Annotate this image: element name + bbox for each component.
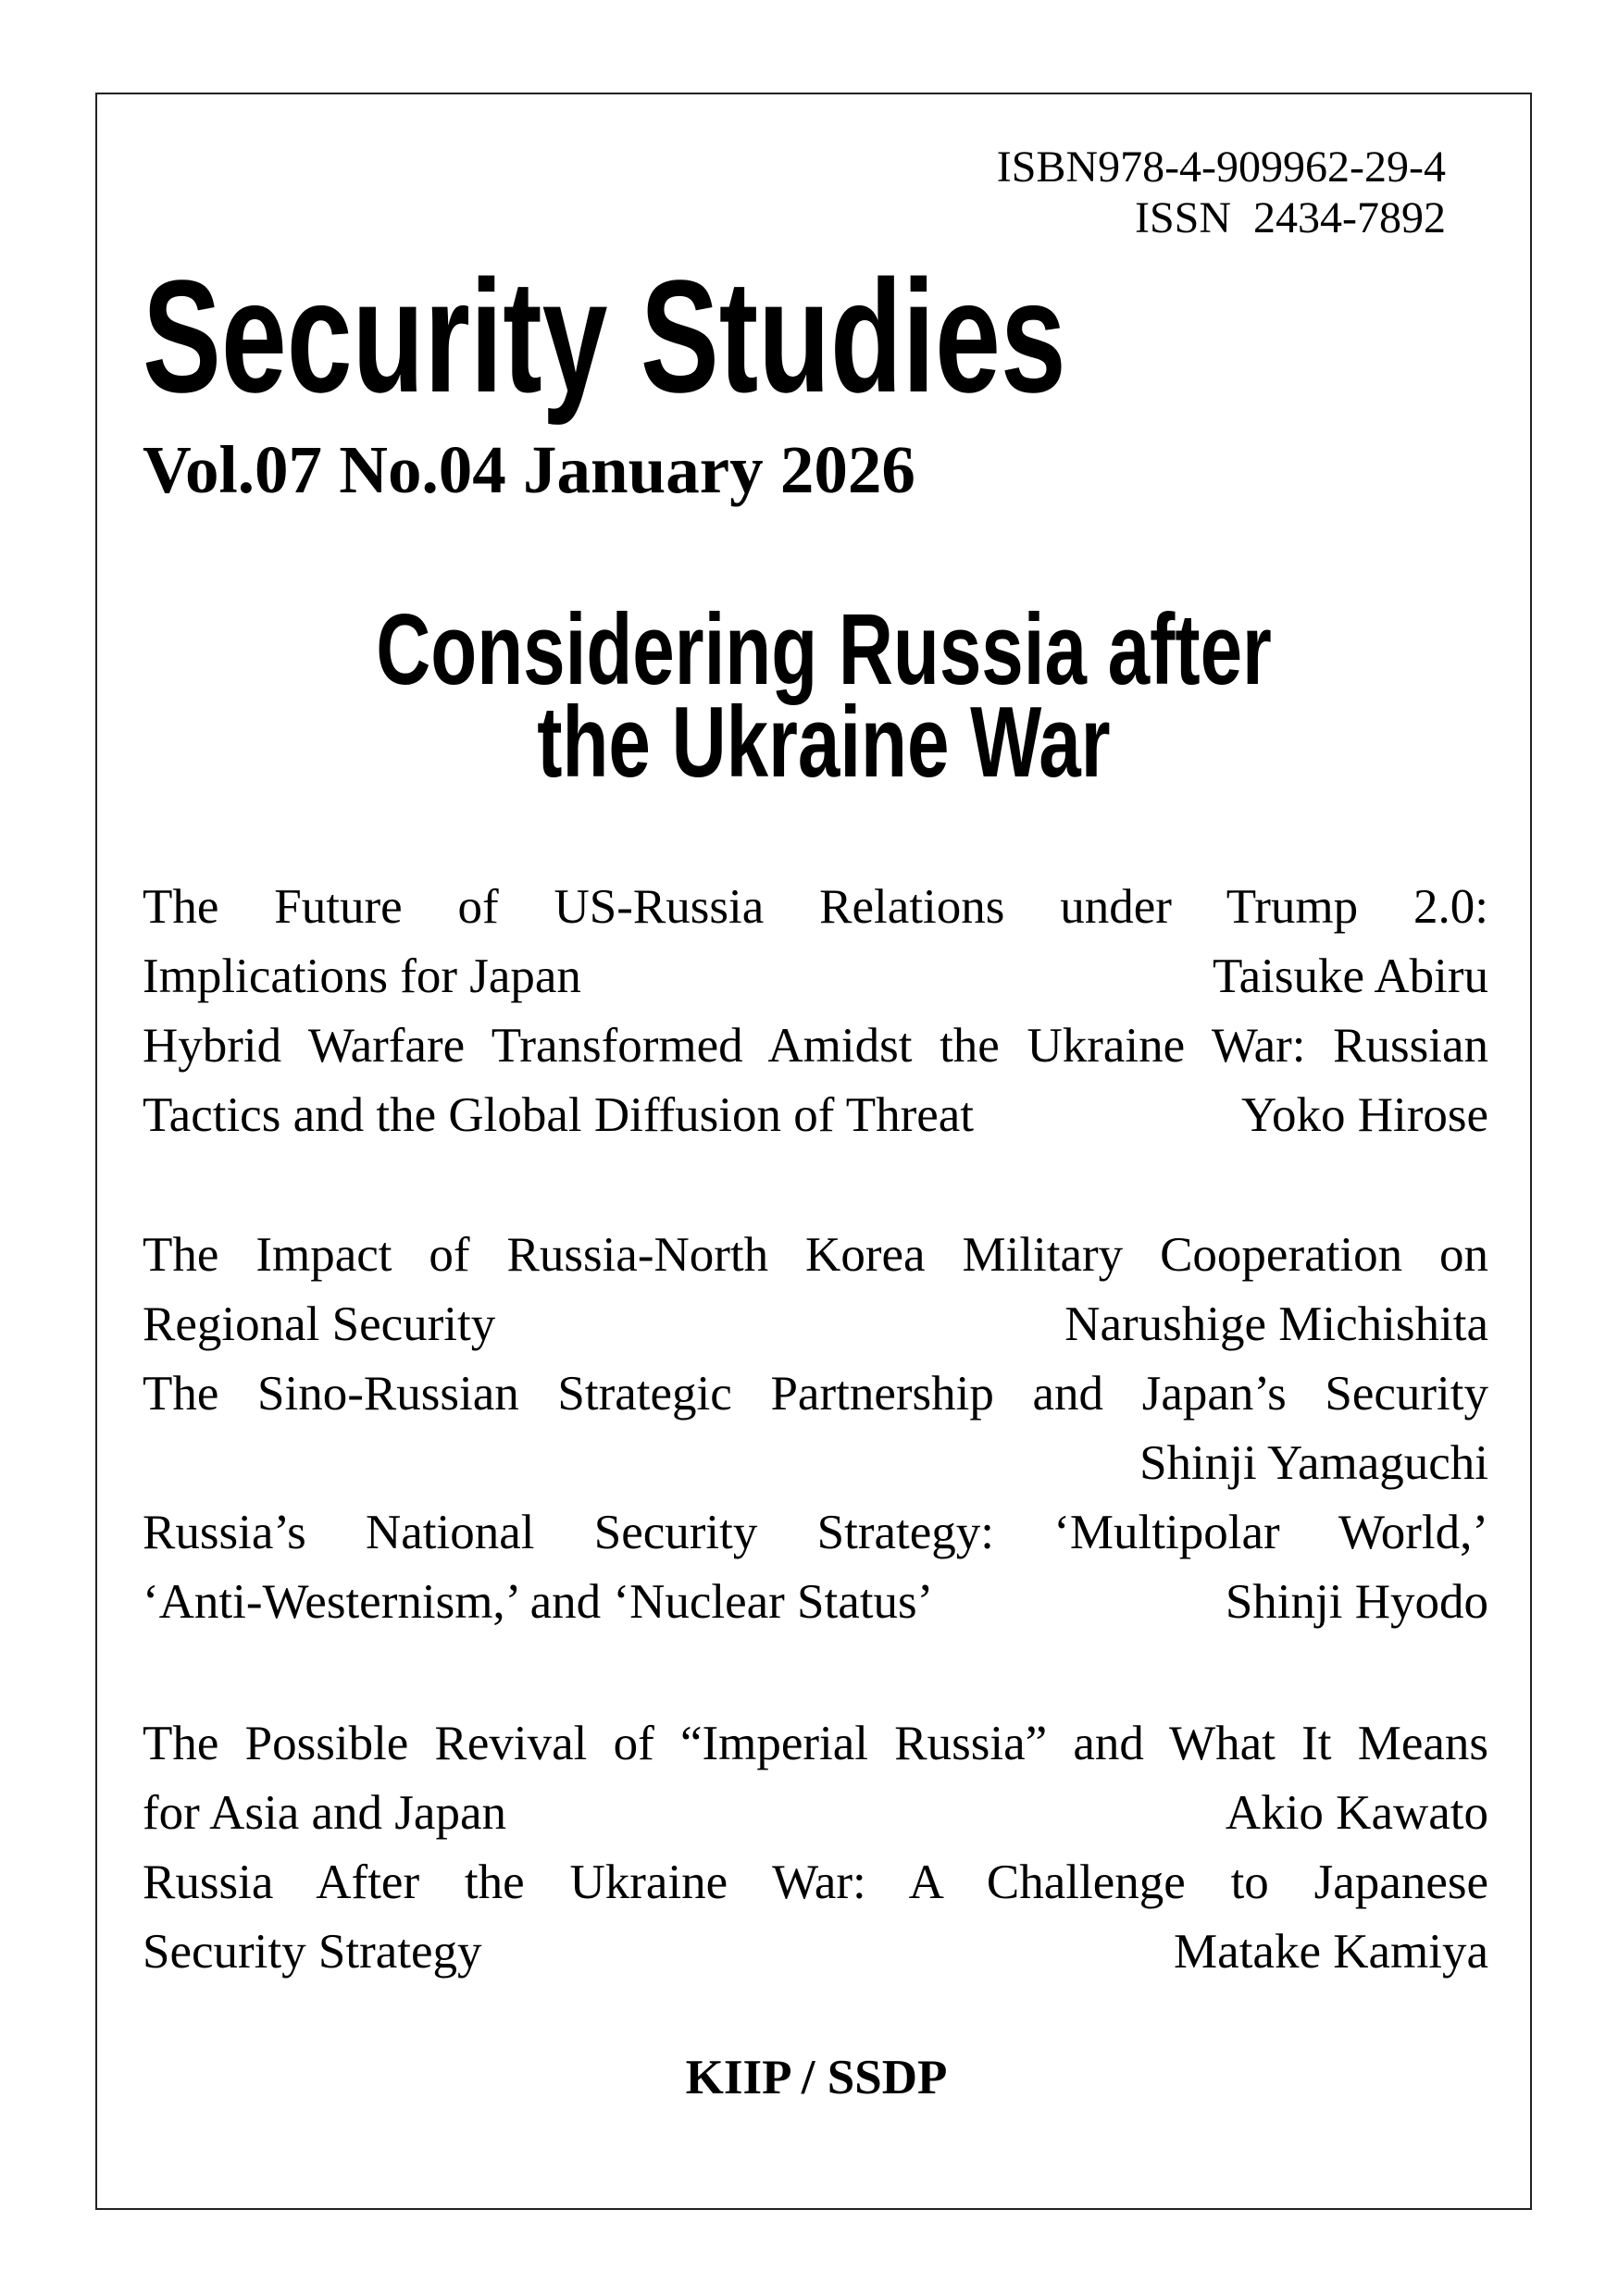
article-author: Shinji Yamaguchi xyxy=(1139,1436,1488,1490)
theme-title-line-1 xyxy=(0,593,1618,706)
article-entry xyxy=(143,1359,1488,1498)
article-author: Narushige Michishita xyxy=(1064,1297,1488,1351)
theme-text: Considering Russia after xyxy=(376,593,1272,706)
article-author: Yoko Hirose xyxy=(1240,1088,1488,1142)
article-entry xyxy=(143,1709,1488,1848)
article-title-line-2: Tactics and the Global Diffusion of Threat xyxy=(143,1088,975,1142)
article-entry xyxy=(143,1498,1488,1637)
article-title-line-1: The Impact of Russia-North Korea Military Cooperation on xyxy=(143,1228,1488,1282)
article-entry xyxy=(143,1011,1488,1150)
issue-info: Vol.07 No.04 January 2026 xyxy=(143,432,915,507)
article-line-2 xyxy=(143,1290,1488,1359)
article-line-2 xyxy=(143,1779,1488,1848)
article-entry xyxy=(143,1221,1488,1359)
article-author: Matake Kamiya xyxy=(1174,1925,1488,1979)
article-line-2 xyxy=(143,1081,1488,1150)
article-title-line-2: for Asia and Japan xyxy=(143,1786,506,1840)
article-title-line-2: ‘Anti-Westernism,’ and ‘Nuclear Status’ xyxy=(143,1575,934,1629)
article-line-2 xyxy=(143,1917,1488,1987)
article-title-line-1: The Future of US-Russia Relations under Trump 2.0: xyxy=(143,880,1488,934)
article-line-2 xyxy=(143,942,1488,1011)
article-title-line-1: Russia’s National Security Strategy: ‘Multipolar World,’ xyxy=(143,1506,1488,1559)
article-author: Taisuke Abiru xyxy=(1212,949,1488,1003)
article-title-line-2: Security Strategy xyxy=(143,1925,482,1979)
article-group xyxy=(143,1709,1488,1987)
theme-title-line-2 xyxy=(0,686,1618,799)
issn: ISSN 2434-7892 xyxy=(1134,193,1446,242)
theme-text: the Ukraine War xyxy=(537,686,1111,799)
article-title-line-2: Implications for Japan xyxy=(143,949,581,1003)
article-author: Akio Kawato xyxy=(1225,1786,1488,1840)
article-title-line-1: The Sino-Russian Strategic Partnership and Japan’s Security xyxy=(143,1367,1488,1421)
article-group xyxy=(143,1221,1488,1637)
article-title-line-1: Hybrid Warfare Transformed Amidst the Ukraine War: Russian xyxy=(143,1019,1488,1073)
article-author: Shinji Hyodo xyxy=(1225,1575,1488,1629)
article-title-line-2: Regional Security xyxy=(143,1297,496,1351)
article-entry xyxy=(143,1848,1488,1987)
article-title-line-1: Russia After the Ukraine War: A Challenge to Japanese xyxy=(143,1855,1488,1909)
article-title-line-1: The Possible Revival of “Imperial Russia” and What It Means xyxy=(143,1717,1488,1770)
article-line-2 xyxy=(143,1568,1488,1637)
article-group xyxy=(143,873,1488,1150)
publisher: KIIP / SSDP xyxy=(685,2051,948,2104)
article-line-2 xyxy=(143,1429,1488,1498)
article-entry xyxy=(143,873,1488,1011)
isbn: ISBN978-4-909962-29-4 xyxy=(996,143,1446,192)
journal-title: Security Studies xyxy=(143,246,1066,426)
